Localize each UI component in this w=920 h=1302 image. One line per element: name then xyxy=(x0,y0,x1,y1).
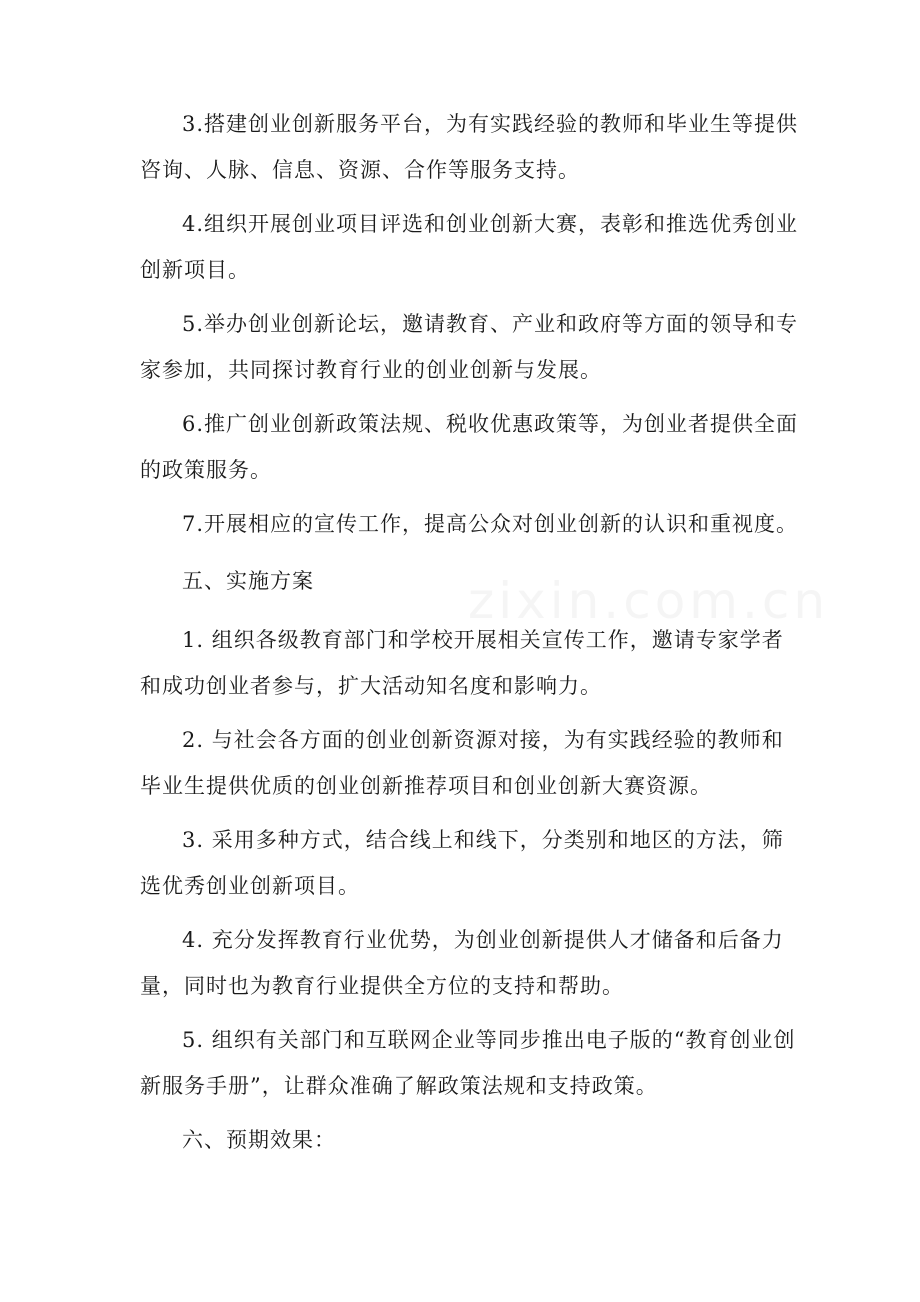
implementation-item-4: 4. 充分发挥教育行业优势，为创业创新提供人才储备和后备力量，同时也为教育行业提供全方位的支持和帮助。 xyxy=(140,928,784,998)
implementation-item-1: 1. 组织各级教育部门和学校开展相关宣传工作，邀请专家学者和成功创业者参与，扩大活动知名度和影响力。 xyxy=(140,628,784,698)
paragraph-7: 7.开展相应的宣传工作，提高公众对创业创新的认识和重视度。 xyxy=(182,512,799,536)
paragraph-6: 6.推广创业创新政策法规、税收优惠政策等，为创业者提供全面的政策服务。 xyxy=(140,412,799,482)
implementation-item-3: 3. 采用多种方式，结合线上和线下，分类别和地区的方法，筛选优秀创业创新项目。 xyxy=(140,828,784,898)
implementation-item-5: 5. 组织有关部门和互联网企业等同步推出电子版的“教育创业创新服务手册”，让群众准确了解政策法规和支持政策。 xyxy=(140,1028,796,1098)
watermark-text: zixin.com.cn xyxy=(468,572,830,630)
section-five-heading: 五、实施方案 xyxy=(182,569,314,593)
section-six-heading: 六、预期效果： xyxy=(182,1128,336,1152)
paragraph-5: 5.举办创业创新论坛，邀请教育、产业和政府等方面的领导和专家参加，共同探讨教育行业的创业创新与发展。 xyxy=(140,312,799,382)
paragraph-3: 3.搭建创业创新服务平台，为有实践经验的教师和毕业生等提供咨询、人脉、信息、资源、合作等服务支持。 xyxy=(140,112,799,182)
implementation-item-2: 2. 与社会各方面的创业创新资源对接，为有实践经验的教师和毕业生提供优质的创业创新推荐项目和创业创新大赛资源。 xyxy=(140,728,784,798)
paragraph-4: 4.组织开展创业项目评选和创业创新大赛，表彰和推选优秀创业创新项目。 xyxy=(140,212,799,282)
